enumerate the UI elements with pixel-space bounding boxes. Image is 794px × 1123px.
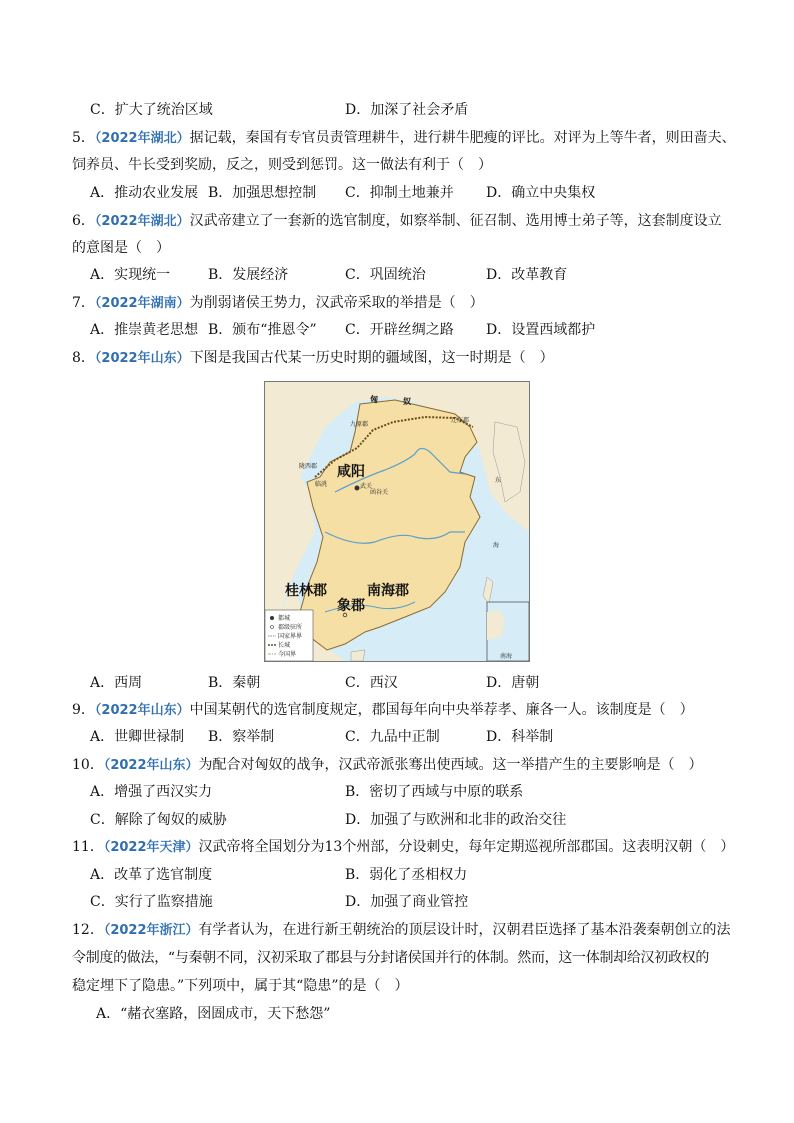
q8-source: （2022年山东） [94,351,190,366]
q11-option-a: A．改革了选官制度 [90,867,213,883]
q6-number: 6． [72,213,95,229]
q9-stem [72,700,694,721]
map-label-liaodong: 辽东郡 [451,417,470,424]
map-label-hangu: 函谷关 [370,489,389,496]
q9-option-c: C．九品中正制 [345,729,440,745]
map-label-wuguan: 武关 [360,483,373,490]
q11-number: 11． [72,839,104,855]
q9-option-b: B．察举制 [208,729,275,745]
q5-number: 5． [72,130,95,146]
map-label-inset: 南海 [500,653,513,660]
q11-option-d: D．加强了商业管控 [345,894,469,910]
map-label-lintao: 临洮 [315,481,328,488]
q8-option-b: B．秦朝 [208,675,261,691]
q6-text-2: 的意图是（ ） [72,240,170,256]
q6-option-d: D．改革教育 [486,267,568,283]
q11-stem [72,837,734,858]
map-label-jiuyuan: 九原郡 [350,421,369,428]
q11-option-b: B．弱化了丞相权力 [345,867,468,883]
q7-option-d: D．设置西域都护 [486,322,596,338]
q6-stem [72,211,722,232]
q5-source: （2022年湖北） [94,131,190,146]
map-capital-marker [355,486,360,491]
q12-text-1: 有学者认为，在进行新王朝统治的顶层设计时，汉朝君臣选择了基本沿袭秦朝创立的法 [198,922,731,938]
q9-text-1: 中国某朝代的选官制度规定，郡国每年向中央举荐孝、廉各一人。该制度是（ ） [189,702,694,718]
q5-text-1: 据记载，秦国有专官员责管理耕牛，进行耕牛肥瘦的评比。对评为上等牛者，则田啬夫、 [189,130,736,146]
q5-option-a: A．推动农业发展 [90,185,199,201]
q7-text-1: 为削弱诸侯王势力，汉武帝采取的举措是（ ） [189,295,484,311]
map-svg [265,382,529,661]
q6-text-1: 汉武帝建立了一套新的选官制度，如察举制、征召制、选用博士弟子等，这套制度设立 [189,213,722,229]
q6-option-c: C．巩固统治 [345,267,426,283]
q12-text-2: 令制度的做法，“与秦朝不同，汉初采取了郡县与分封诸侯国并行的体制。然而，这一体制却给汉初政权的 [72,950,710,966]
q9-option-d: D．科举制 [486,729,554,745]
q6-option-b: B．发展经济 [208,267,289,283]
map-label-nanhai: 南海郡 [367,583,409,599]
q5-option-b: B．加强思想控制 [208,185,317,201]
q5-option-c: C．抑制土地兼并 [345,185,454,201]
map-label-guilin: 桂林郡 [285,583,327,599]
map-label-hai: 海 [493,542,500,549]
map-taiwan [483,577,493,604]
q12-source: （2022年浙江） [103,923,199,938]
q6-option-a: A．实现统一 [90,267,171,283]
q12-option-a: A．“赭衣塞路，囹圄成市，天下愁怨” [96,1006,331,1022]
q9-number: 9． [72,702,95,718]
q5-stem [72,128,736,149]
q10-text-1: 为配合对匈奴的战争，汉武帝派张骞出使西域。这一举措产生的主要影响是（ ） [198,757,703,773]
legend-item-0: 都城 [278,615,291,622]
q4-option-c: C．扩大了统治区域 [90,102,213,118]
legend-capital-icon [270,616,274,620]
map-label-longxi: 陇西郡 [299,463,318,470]
q10-stem [72,755,703,776]
q12-number: 12． [72,922,104,938]
q6-source: （2022年湖北） [94,214,190,229]
q8-text-1: 下图是我国古代某一历史时期的疆域图，这一时期是（ ） [189,350,554,366]
q11-source: （2022年天津） [103,840,199,855]
map-qin-territory [300,400,480,650]
q12-text-3: 稳定埋下了隐患。”下列项中，属于其“隐患”的是（ ） [72,978,409,994]
q8-stem [72,348,554,369]
q8-number: 8． [72,350,95,366]
map-label-xiang: 象郡 [337,598,365,614]
q7-option-b: B．颁布“推恩令” [208,322,317,338]
legend-item-2: 国家界界 [278,633,303,640]
q9-source: （2022年山东） [94,703,190,718]
q8-option-a: A．西周 [90,675,143,691]
q10-number: 10． [72,757,104,773]
qin-territory-map [264,381,530,662]
q9-option-a: A．世卿世禄制 [90,729,185,745]
map-label-xianyang: 咸阳 [337,464,365,480]
q7-option-c: C．开辟丝绸之路 [345,322,454,338]
q11-option-c: C．实行了监察措施 [90,894,213,910]
legend-item-4: 今国界 [278,651,297,658]
legend-item-3: 长城 [278,642,291,649]
q10-option-b: B．密切了西域与中原的联系 [345,784,524,800]
map-hainan [351,650,365,661]
q11-text-1: 汉武帝将全国划分为13个州部，分设刺史，每年定期巡视所部郡国。这表明汉朝（ ） [198,839,735,855]
q7-stem [72,293,484,314]
q10-option-c: C．解除了匈奴的威胁 [90,812,227,828]
map-label-dong: 东 [495,477,502,484]
q8-option-d: D．唐朝 [486,675,540,691]
q7-option-a: A．推崇黄老思想 [90,322,199,338]
q7-number: 7． [72,295,95,311]
q5-option-d: D．确立中央集权 [486,185,596,201]
q5-text-2: 饲养员、牛长受到奖励，反之，则受到惩罚。这一做法有利于（ ） [72,157,492,173]
q10-option-d: D．加强了与欧洲和北非的政治交往 [345,812,567,828]
map-label-xiongnu-2: 奴 [403,397,411,406]
q8-option-c: C．西汉 [345,675,398,691]
q12-stem [72,920,731,941]
q10-source: （2022年山东） [103,758,199,773]
map-label-xiongnu-1: 匈 [370,395,378,404]
q4-option-d: D．加深了社会矛盾 [345,102,469,118]
q10-option-a: A．增强了西汉实力 [90,784,213,800]
legend-item-1: 郡级驻所 [278,624,303,631]
q7-source: （2022年湖南） [94,296,190,311]
